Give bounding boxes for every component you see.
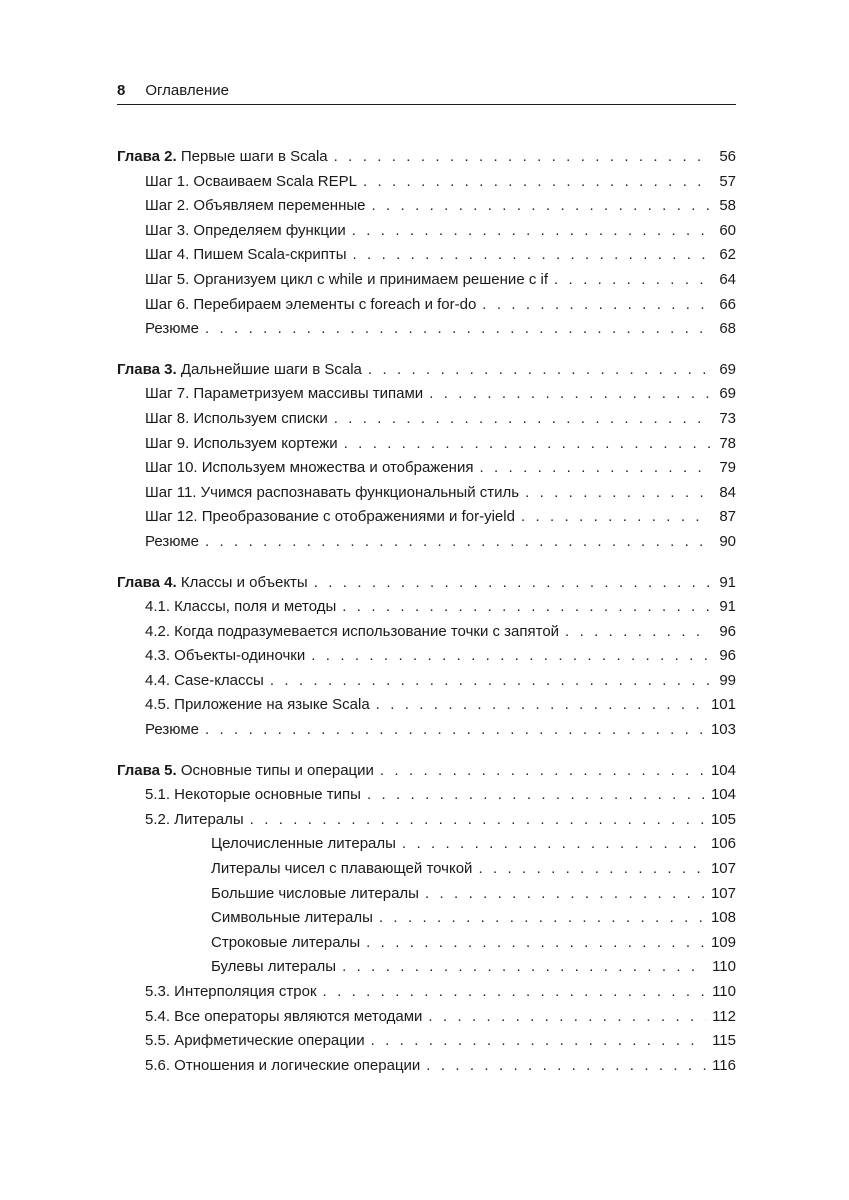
- leader-dots: [323, 980, 707, 1005]
- leader-dots: [314, 571, 710, 596]
- entry-label: Шаг 6. Перебираем элементы с foreach и for-do: [145, 295, 477, 313]
- running-title: Оглавление: [145, 82, 229, 99]
- toc-entry[interactable]: [117, 530, 736, 555]
- page-ref: 104: [710, 786, 736, 804]
- toc-entry[interactable]: [117, 407, 736, 432]
- page-ref: 96: [719, 622, 736, 640]
- chapter-prefix: Глава 5.: [117, 761, 177, 779]
- entry-label: Целочисленные литералы: [211, 835, 396, 853]
- entry-label: Шаг 2. Объявляем переменные: [145, 197, 366, 215]
- toc-entry[interactable]: [117, 595, 736, 620]
- leader-dots: [525, 481, 710, 506]
- page-ref: 107: [710, 884, 736, 902]
- page-ref: 105: [710, 810, 736, 828]
- leader-dots: [426, 1054, 706, 1079]
- page-ref: 96: [719, 647, 736, 665]
- toc-entry[interactable]: [117, 955, 736, 980]
- chapter-title: Основные типы и операции: [180, 761, 374, 779]
- toc-entry[interactable]: [117, 505, 736, 530]
- entry-label: 5.2. Литералы: [145, 810, 244, 828]
- entry-label: Шаг 12. Преобразование с отображениями и for-yield: [145, 508, 515, 526]
- page-ref: 64: [719, 270, 736, 288]
- entry-label: 5.4. Все операторы являются методами: [145, 1007, 423, 1025]
- entry-label: 4.4. Case-классы: [145, 671, 264, 689]
- entry-label: Шаг 11. Учимся распознавать функциональный стиль: [145, 483, 520, 501]
- page-ref: 84: [719, 483, 736, 501]
- leader-dots: [344, 432, 710, 457]
- toc-entry[interactable]: [117, 882, 736, 907]
- toc-entry[interactable]: [117, 1054, 736, 1079]
- page-ref: 108: [710, 909, 736, 927]
- entry-label: Резюме: [145, 532, 199, 550]
- entry-label: Шаг 4. Пишем Scala-скрипты: [145, 246, 347, 264]
- toc-chapter-heading[interactable]: [117, 358, 736, 383]
- leader-dots: [368, 358, 710, 383]
- toc-chapter-2: [117, 145, 736, 342]
- toc-entry[interactable]: [117, 456, 736, 481]
- chapter-title: Первые шаги в Scala: [180, 148, 328, 165]
- page-ref: 79: [719, 459, 736, 477]
- page-ref: 58: [719, 197, 736, 215]
- page-ref: 112: [712, 1007, 736, 1025]
- toc-entry[interactable]: [117, 669, 736, 694]
- leader-dots: [371, 194, 710, 219]
- entry-label: Резюме: [145, 320, 199, 338]
- leader-dots: [479, 456, 710, 481]
- entry-label: Литералы чисел с плавающей точкой: [211, 860, 473, 878]
- entry-label: Шаг 9. Используем кортежи: [145, 434, 338, 452]
- page-ref: 91: [719, 573, 736, 591]
- leader-dots: [250, 808, 705, 833]
- toc-entry[interactable]: [117, 194, 736, 219]
- page-ref: 66: [719, 295, 736, 313]
- chapter-prefix: Глава 4.: [117, 573, 177, 591]
- page-ref: 115: [712, 1032, 736, 1050]
- toc-entry[interactable]: [117, 857, 736, 882]
- toc-entry[interactable]: [117, 170, 736, 195]
- page-ref: 87: [719, 508, 736, 526]
- entry-label: Резюме: [145, 721, 199, 739]
- page-ref: 90: [719, 532, 736, 550]
- entry-label: 4.1. Классы, поля и методы: [145, 598, 337, 616]
- toc-entry[interactable]: [117, 832, 736, 857]
- page-ref: 103: [710, 721, 736, 739]
- toc-entry[interactable]: [117, 980, 736, 1005]
- chapter-prefix: Глава 3.: [117, 360, 177, 378]
- leader-dots: [565, 620, 710, 645]
- toc-entry[interactable]: [117, 644, 736, 669]
- toc-chapter-4: [117, 571, 736, 743]
- page-number: 8: [117, 82, 126, 99]
- leader-dots: [380, 759, 705, 784]
- page-ref: 69: [719, 385, 736, 403]
- toc-chapter-3: [117, 358, 736, 555]
- toc-entry[interactable]: [117, 219, 736, 244]
- page-ref: 99: [719, 671, 736, 689]
- entry-label: 5.3. Интерполяция строк: [145, 983, 317, 1000]
- entry-label: 5.5. Арифметические операции: [145, 1032, 365, 1050]
- page-ref: 56: [719, 148, 736, 165]
- leader-dots: [353, 243, 711, 268]
- leader-dots: [352, 219, 710, 244]
- entry-label: 4.5. Приложение на языке Scala: [145, 696, 370, 714]
- header-rule: [117, 104, 736, 105]
- toc-entry[interactable]: [117, 718, 736, 743]
- entry-label: Булевы литералы: [211, 958, 337, 976]
- leader-dots: [402, 832, 705, 857]
- page-ref: 104: [710, 761, 736, 779]
- page-ref: 68: [719, 320, 736, 338]
- page-ref: 60: [719, 221, 736, 239]
- entry-label: Символьные литералы: [211, 909, 373, 927]
- leader-dots: [379, 906, 705, 931]
- leader-dots: [425, 882, 705, 907]
- toc-entry[interactable]: [117, 382, 736, 407]
- page-ref: 106: [710, 835, 736, 853]
- leader-dots: [478, 857, 705, 882]
- page-ref: 73: [719, 409, 736, 427]
- entry-label: 5.6. Отношения и логические операции: [145, 1056, 421, 1074]
- toc-chapter-heading[interactable]: [117, 145, 736, 170]
- page-ref: 69: [719, 360, 736, 378]
- entry-label: Шаг 7. Параметризуем массивы типами: [145, 385, 424, 403]
- page-ref: 107: [710, 860, 736, 878]
- running-header: [117, 80, 736, 104]
- page-ref: 57: [719, 172, 736, 190]
- entry-label: Шаг 10. Используем множества и отображения: [145, 459, 474, 477]
- toc-entry[interactable]: [117, 243, 736, 268]
- chapter-prefix: Глава 2.: [117, 148, 177, 165]
- page-ref: 109: [710, 933, 736, 951]
- toc-chapter-heading[interactable]: [117, 571, 736, 596]
- entry-label: Строковые литералы: [211, 933, 361, 951]
- leader-dots: [554, 268, 710, 293]
- entry-label: 4.2. Когда подразумевается использование точки с запятой: [145, 622, 560, 640]
- leader-dots: [367, 783, 705, 808]
- leader-dots: [366, 931, 705, 956]
- toc-entry[interactable]: [117, 931, 736, 956]
- leader-dots: [371, 1029, 706, 1054]
- leader-dots: [311, 644, 710, 669]
- page-ref: 78: [719, 434, 736, 452]
- entry-label: Шаг 3. Определяем функции: [145, 221, 346, 239]
- page-ref: 110: [712, 958, 736, 976]
- toc-entry[interactable]: [117, 1029, 736, 1054]
- leader-dots: [482, 293, 710, 318]
- toc-entry[interactable]: [117, 293, 736, 318]
- toc-entry[interactable]: [117, 808, 736, 833]
- toc-entry[interactable]: [117, 906, 736, 931]
- toc-chapter-5: [117, 759, 736, 1079]
- entry-label: 5.1. Некоторые основные типы: [145, 786, 361, 804]
- toc-entry[interactable]: [117, 481, 736, 506]
- leader-dots: [334, 407, 710, 432]
- leader-dots: [342, 955, 706, 980]
- toc-entry[interactable]: [117, 317, 736, 342]
- leader-dots: [363, 170, 710, 195]
- leader-dots: [521, 505, 710, 530]
- toc-entry[interactable]: [117, 693, 736, 718]
- toc-entry[interactable]: [117, 620, 736, 645]
- page-ref: 116: [712, 1056, 736, 1074]
- toc-entry[interactable]: [117, 432, 736, 457]
- leader-dots: [205, 530, 710, 555]
- entry-label: Шаг 5. Организуем цикл с while и принимаем решение с if: [145, 270, 548, 288]
- table-of-contents: [117, 145, 736, 1094]
- page-ref: 110: [712, 983, 736, 1000]
- leader-dots: [334, 145, 710, 170]
- page-ref: 62: [719, 246, 736, 264]
- leader-dots: [205, 317, 710, 342]
- page-ref: 101: [710, 696, 736, 714]
- leader-dots: [429, 382, 710, 407]
- leader-dots: [205, 718, 705, 743]
- leader-dots: [376, 693, 705, 718]
- entry-label: 4.3. Объекты-одиночки: [145, 647, 306, 665]
- chapter-title: Дальнейшие шаги в Scala: [180, 360, 362, 378]
- leader-dots: [428, 1005, 706, 1030]
- entry-label: Шаг 8. Используем списки: [145, 409, 328, 427]
- leader-dots: [270, 669, 710, 694]
- toc-entry[interactable]: [117, 1005, 736, 1030]
- entry-label: Большие числовые литералы: [211, 884, 419, 902]
- chapter-title: Классы и объекты: [180, 573, 308, 591]
- page-ref: 91: [719, 598, 736, 616]
- toc-chapter-heading[interactable]: [117, 759, 736, 784]
- entry-label: Шаг 1. Осваиваем Scala REPL: [145, 172, 357, 190]
- leader-dots: [342, 595, 710, 620]
- toc-entry[interactable]: [117, 268, 736, 293]
- toc-entry[interactable]: [117, 783, 736, 808]
